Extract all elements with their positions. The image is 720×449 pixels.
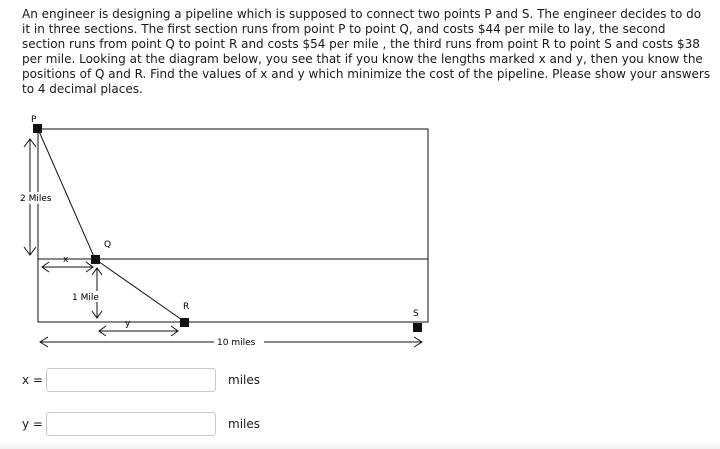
y-unit-label: miles: [228, 417, 260, 431]
label-ten-miles: 10 miles: [217, 338, 256, 348]
answer-row-x: [22, 366, 260, 394]
point-q-marker: [91, 255, 100, 264]
label-two-miles: 2 Miles: [20, 194, 52, 204]
label-q: Q: [104, 240, 112, 250]
y-answer-label: y =: [22, 417, 43, 431]
y-answer-input[interactable]: [46, 412, 216, 436]
point-r-marker: [180, 318, 189, 327]
pipeline-segment-qr: [95, 259, 185, 322]
point-s-marker: [413, 323, 422, 332]
label-p: P: [31, 115, 37, 125]
bottom-edge: [0, 441, 720, 449]
answer-row-y: [22, 410, 260, 438]
label-x: x: [63, 255, 69, 265]
x-answer-label: x =: [22, 373, 43, 387]
point-p-marker: [33, 124, 42, 133]
x-unit-label: miles: [228, 373, 260, 387]
label-r: R: [183, 302, 190, 312]
problem-text: An engineer is designing a pipeline which is supposed to connect two points P and S. The engineer decides to do it in three sections. The first section runs from point P to point Q, and costs $44 per mile to lay, the second section runs from point Q to point R and costs $54 per mile , the third runs from point R to point S and costs $38 per mile. Looking at the diagram below, you see that if you know the lengths marked x and y, then you know the positions of Q and R. Find the values of x and y which minimize the cost of the pipeline. Please show your answers to 4 decimal places.: [22, 7, 711, 96]
label-one-mile: 1 Mile: [72, 293, 99, 303]
label-y: y: [125, 319, 131, 329]
x-answer-input[interactable]: [46, 368, 216, 392]
label-s: S: [413, 309, 419, 319]
